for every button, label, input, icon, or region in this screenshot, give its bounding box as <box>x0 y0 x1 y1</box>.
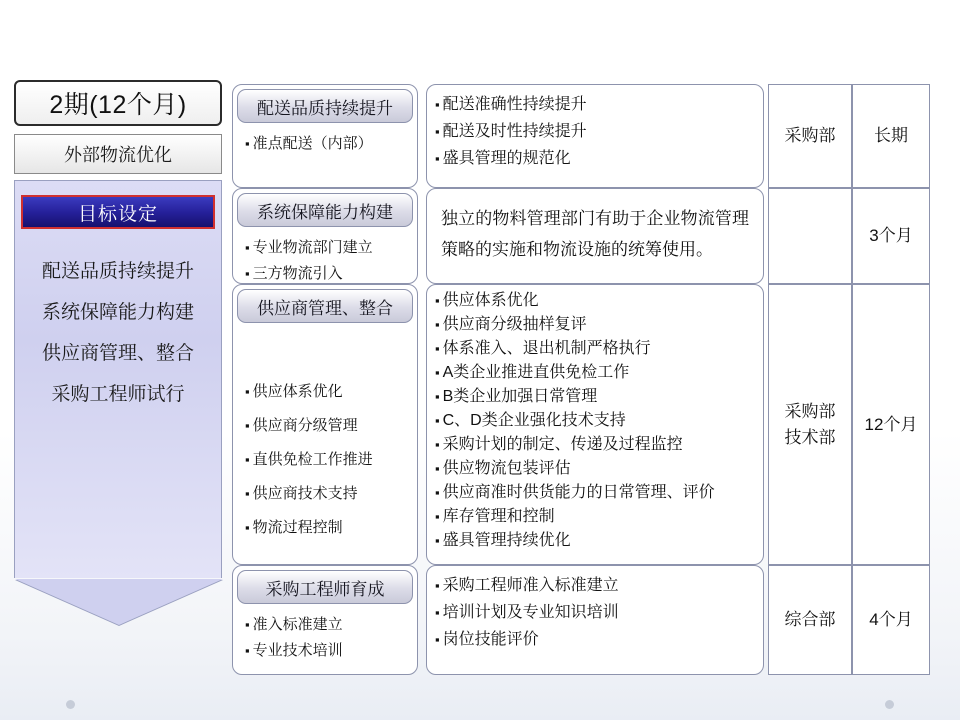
goal-item: 系统保障能力构建 <box>41 302 194 323</box>
row2-dept-cell <box>768 188 852 284</box>
detail-item: ▪ 供应物流包装评估 <box>435 457 757 481</box>
row3-time-value: 12个月 <box>852 284 930 565</box>
detail-item: ▪ 配送准确性持续提升 <box>435 91 757 118</box>
row2-topic-title: 系统保障能力构建 <box>237 193 413 227</box>
row1-topic-bullets <box>237 129 413 161</box>
row2-topic-cell <box>232 188 420 284</box>
row4-dept-cell <box>768 565 852 675</box>
goal-list <box>15 251 221 415</box>
row4-dept-value: 综合部 <box>768 565 852 675</box>
bullet-item: ▪ 准点配送（内部） <box>245 131 407 157</box>
detail-item: ▪ 供应商分级抽样复评 <box>435 313 757 337</box>
detail-item: ▪ B类企业加强日常管理 <box>435 385 757 409</box>
detail-item: ▪ 供应商准时供货能力的日常管理、评价 <box>435 481 757 505</box>
detail-item: ▪ C、D类企业强化技术支持 <box>435 409 757 433</box>
row3-topic-title: 供应商管理、整合 <box>237 289 413 323</box>
phase-badge: 2期(12个月) <box>14 80 222 126</box>
dept-line-2: 技术部 <box>784 427 836 447</box>
bullet-item: ▪ 专业技术培训 <box>245 638 407 664</box>
row3-dept-cell <box>768 284 852 565</box>
row3-detail-box <box>426 284 764 565</box>
row4-topic-bullets <box>237 610 413 668</box>
row1-detail-box <box>426 84 764 188</box>
bullet-item: ▪ 供应体系优化 <box>245 375 407 409</box>
table-row <box>232 565 936 675</box>
bullet-item: ▪ 准入标准建立 <box>245 612 407 638</box>
row3-detail-cell <box>420 284 768 565</box>
detail-item: ▪ 盛具管理的规范化 <box>435 145 757 172</box>
detail-item: ▪ 采购工程师准入标准建立 <box>435 572 757 599</box>
row2-time-cell <box>852 188 930 284</box>
bullet-item: ▪ 专业物流部门建立 <box>245 235 407 261</box>
detail-item: ▪ 盛具管理持续优化 <box>435 529 757 553</box>
row4-topic-box <box>232 565 418 675</box>
row1-detail-cell <box>420 84 768 188</box>
detail-item: ▪ 配送及时性持续提升 <box>435 118 757 145</box>
subtitle-bar: 外部物流优化 <box>14 134 222 174</box>
detail-item: ▪ 供应体系优化 <box>435 289 757 313</box>
row3-detail-list <box>427 285 763 559</box>
goal-banner <box>14 180 222 578</box>
bullet-item: ▪ 直供免检工作推进 <box>245 443 407 477</box>
goal-item: 供应商管理、整合 <box>41 343 194 364</box>
row2-dept-value <box>768 188 852 284</box>
row1-topic-title: 配送品质持续提升 <box>237 89 413 123</box>
row4-detail-box <box>426 565 764 675</box>
row1-dept-value: 采购部 <box>768 84 852 188</box>
goal-item: 采购工程师试行 <box>51 384 185 405</box>
detail-item: ▪ 采购计划的制定、传递及过程监控 <box>435 433 757 457</box>
decorative-dot-left <box>66 700 75 709</box>
goal-header: 目标设定 <box>21 195 215 229</box>
bullet-item: ▪ 三方物流引入 <box>245 261 407 287</box>
table-row <box>232 284 936 565</box>
row1-dept-cell <box>768 84 852 188</box>
row3-topic-cell <box>232 284 420 565</box>
detail-item: ▪ 体系准入、退出机制严格执行 <box>435 337 757 361</box>
row1-time-value: 长期 <box>852 84 930 188</box>
row2-detail-box <box>426 188 764 284</box>
banner-arrow-point <box>15 579 223 625</box>
row4-topic-cell <box>232 565 420 675</box>
row4-detail-list <box>427 566 763 659</box>
row4-detail-cell <box>420 565 768 675</box>
row1-topic-cell <box>232 84 420 188</box>
row2-topic-box <box>232 188 418 284</box>
row1-time-cell <box>852 84 930 188</box>
detail-item: ▪ 培训计划及专业知识培训 <box>435 599 757 626</box>
bullet-item: ▪ 物流过程控制 <box>245 511 407 545</box>
row2-topic-bullets <box>237 233 413 291</box>
goal-item: 配送品质持续提升 <box>41 261 194 282</box>
dept-line-1: 采购部 <box>784 401 836 421</box>
detail-item: ▪ 岗位技能评价 <box>435 626 757 653</box>
decorative-dot-right <box>885 700 894 709</box>
left-banner-column <box>14 80 222 578</box>
detail-item: ▪ 库存管理和控制 <box>435 505 757 529</box>
row2-detail-cell <box>420 188 768 284</box>
table-row <box>232 84 936 188</box>
row3-dept-value <box>768 284 852 565</box>
bullet-item: ▪ 供应商分级管理 <box>245 409 407 443</box>
row1-detail-list <box>427 85 763 178</box>
row4-time-cell <box>852 565 930 675</box>
table-row <box>232 188 936 284</box>
row3-topic-box <box>232 284 418 565</box>
detail-item: ▪ A类企业推进直供免检工作 <box>435 361 757 385</box>
row3-time-cell <box>852 284 930 565</box>
row3-topic-bullets <box>237 329 413 549</box>
bullet-item: ▪ 供应商技术支持 <box>245 477 407 511</box>
row2-detail-paragraph: 独立的物料管理部门有助于企业物流管理策略的实施和物流设施的统筹使用。 <box>441 209 749 259</box>
row4-time-value: 4个月 <box>852 565 930 675</box>
roadmap-table <box>232 84 936 675</box>
row2-time-value: 3个月 <box>852 188 930 284</box>
row4-topic-title: 采购工程师育成 <box>237 570 413 604</box>
row1-topic-box <box>232 84 418 188</box>
